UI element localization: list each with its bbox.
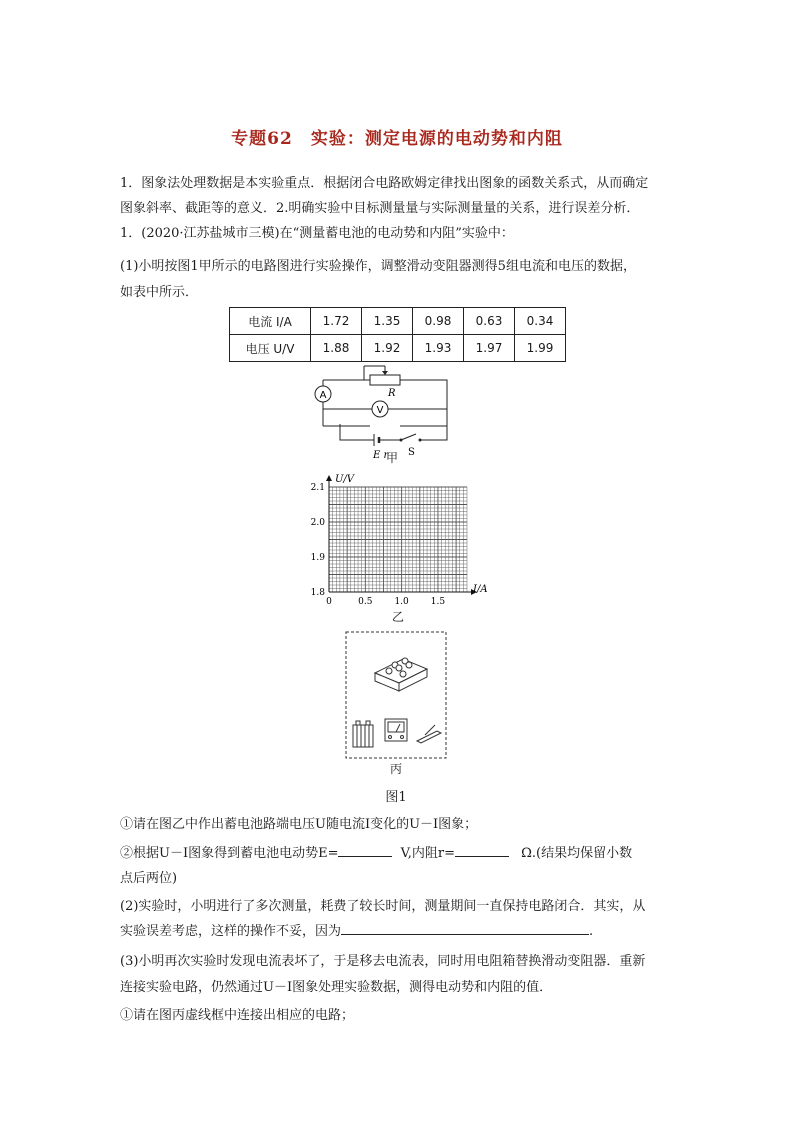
- part3-question-1: ①请在图丙虚线框中连接出相应的电路；: [120, 1008, 355, 1023]
- part3-line-2: 连接实验电路，仍然通过U－I图象处理实验数据，测得电动势和内阻的值．: [120, 980, 553, 995]
- part2-line-1: (2)实验时，小明进行了多次测量，耗费了较长时间，测量期间一直保持电路闭合．其实，从: [120, 899, 646, 914]
- y-tick-label: 2.0: [310, 518, 325, 528]
- table-cell: 1.72: [311, 308, 362, 335]
- switch-icon: [417, 725, 441, 743]
- wire: [400, 380, 447, 426]
- y-tick-label: 2.1: [310, 483, 325, 493]
- intro-line-1: 1．图象法处理数据是本实验重点．根据闭合电路欧姆定律找出图象的函数关系式，从而确定: [120, 176, 649, 191]
- table-row-header: 电流 I/A: [230, 308, 311, 335]
- resistor-label: R: [388, 388, 396, 399]
- resistance-box-icon: [375, 658, 427, 691]
- x-tick-label: 1.5: [430, 597, 446, 607]
- table-row: [230, 335, 566, 362]
- voltmeter-label: V: [376, 405, 384, 416]
- q2-text-b: V,内阻r=: [400, 846, 455, 861]
- part2-line-2: [120, 920, 593, 939]
- y-axis-arrow: [326, 475, 332, 481]
- ammeter-label: A: [319, 390, 327, 401]
- emf-answer-blank[interactable]: [338, 844, 392, 857]
- figure-caption: 图1: [385, 790, 407, 805]
- reason-answer-blank[interactable]: [341, 922, 589, 935]
- x-tick-label: 0.5: [358, 597, 373, 607]
- x-axis-label: I/A: [473, 584, 488, 595]
- circuit-caption: 甲: [385, 451, 398, 465]
- switch-label: S: [408, 447, 415, 458]
- y-tick-label: 1.9: [310, 553, 325, 563]
- equipment-box: [345, 631, 447, 759]
- page-title: 专题62 实验：测定电源的电动势和内阻: [231, 129, 563, 149]
- chart-caption: 乙: [391, 610, 404, 624]
- storage-battery-icon: [353, 721, 373, 747]
- question-2-line-2: 点后两位): [120, 871, 178, 886]
- table-cell: 1.93: [413, 335, 464, 362]
- y-axis-label: U/V: [335, 474, 355, 485]
- switch-blade: [401, 434, 416, 440]
- part2-text: 实验误差考虑，这样的操作不妥，因为: [120, 924, 342, 939]
- table-row-header: 电压 U/V: [230, 335, 311, 362]
- x-tick-label: 1.0: [394, 597, 409, 607]
- equipment-caption: 丙: [389, 762, 402, 776]
- part1-line-1: (1)小明按图1甲所示的电路图进行实验操作，调整滑动变阻器测得5组电流和电压的数据，: [120, 259, 636, 274]
- table-row: [230, 308, 566, 335]
- circuit-diagram: [300, 362, 470, 462]
- table-cell: 1.92: [362, 335, 413, 362]
- emf-label: E r: [373, 450, 389, 461]
- y-tick-label: 1.8: [310, 588, 325, 598]
- chart-axes: [311, 475, 477, 607]
- x-tick-label: 0: [326, 597, 332, 607]
- q2-text-a: ②根据U－I图象得到蓄电池电动势E=: [120, 846, 339, 861]
- table-cell: 0.98: [413, 308, 464, 335]
- table-cell: 1.35: [362, 308, 413, 335]
- table-cell: 0.34: [515, 308, 566, 335]
- resistor-shape: [370, 375, 400, 385]
- chart-grid: [329, 487, 467, 592]
- question-1: ①请在图乙中作出蓄电池路端电压U随电流I变化的U－I图象；: [120, 817, 478, 832]
- q2-text-c: Ω.(结果均保留小数: [521, 846, 633, 861]
- voltmeter-icon: [385, 719, 407, 741]
- question-line: 1．(2020·江苏盐城市三模)在“测量蓄电池的电动势和内阻”实验中：: [120, 226, 514, 241]
- table-cell: 1.97: [464, 335, 515, 362]
- part1-line-2: 如表中所示．: [120, 285, 199, 300]
- internal-resistance-answer-blank[interactable]: [455, 844, 509, 857]
- part2-period: .: [589, 924, 594, 939]
- u-i-chart: [305, 470, 495, 615]
- part3-line-1: (3)小明再次实验时发现电流表坏了，于是移去电流表，同时用电阻箱替换滑动变阻器．重新: [120, 954, 646, 969]
- intro-line-2: 图象斜率、截距等的意义．2.明确实验中目标测量量与实际测量量的关系，进行误差分析．: [120, 201, 640, 216]
- question-2: [120, 842, 632, 861]
- table-cell: 1.88: [311, 335, 362, 362]
- table-cell: 1.99: [515, 335, 566, 362]
- data-table: [229, 307, 566, 362]
- table-cell: 0.63: [464, 308, 515, 335]
